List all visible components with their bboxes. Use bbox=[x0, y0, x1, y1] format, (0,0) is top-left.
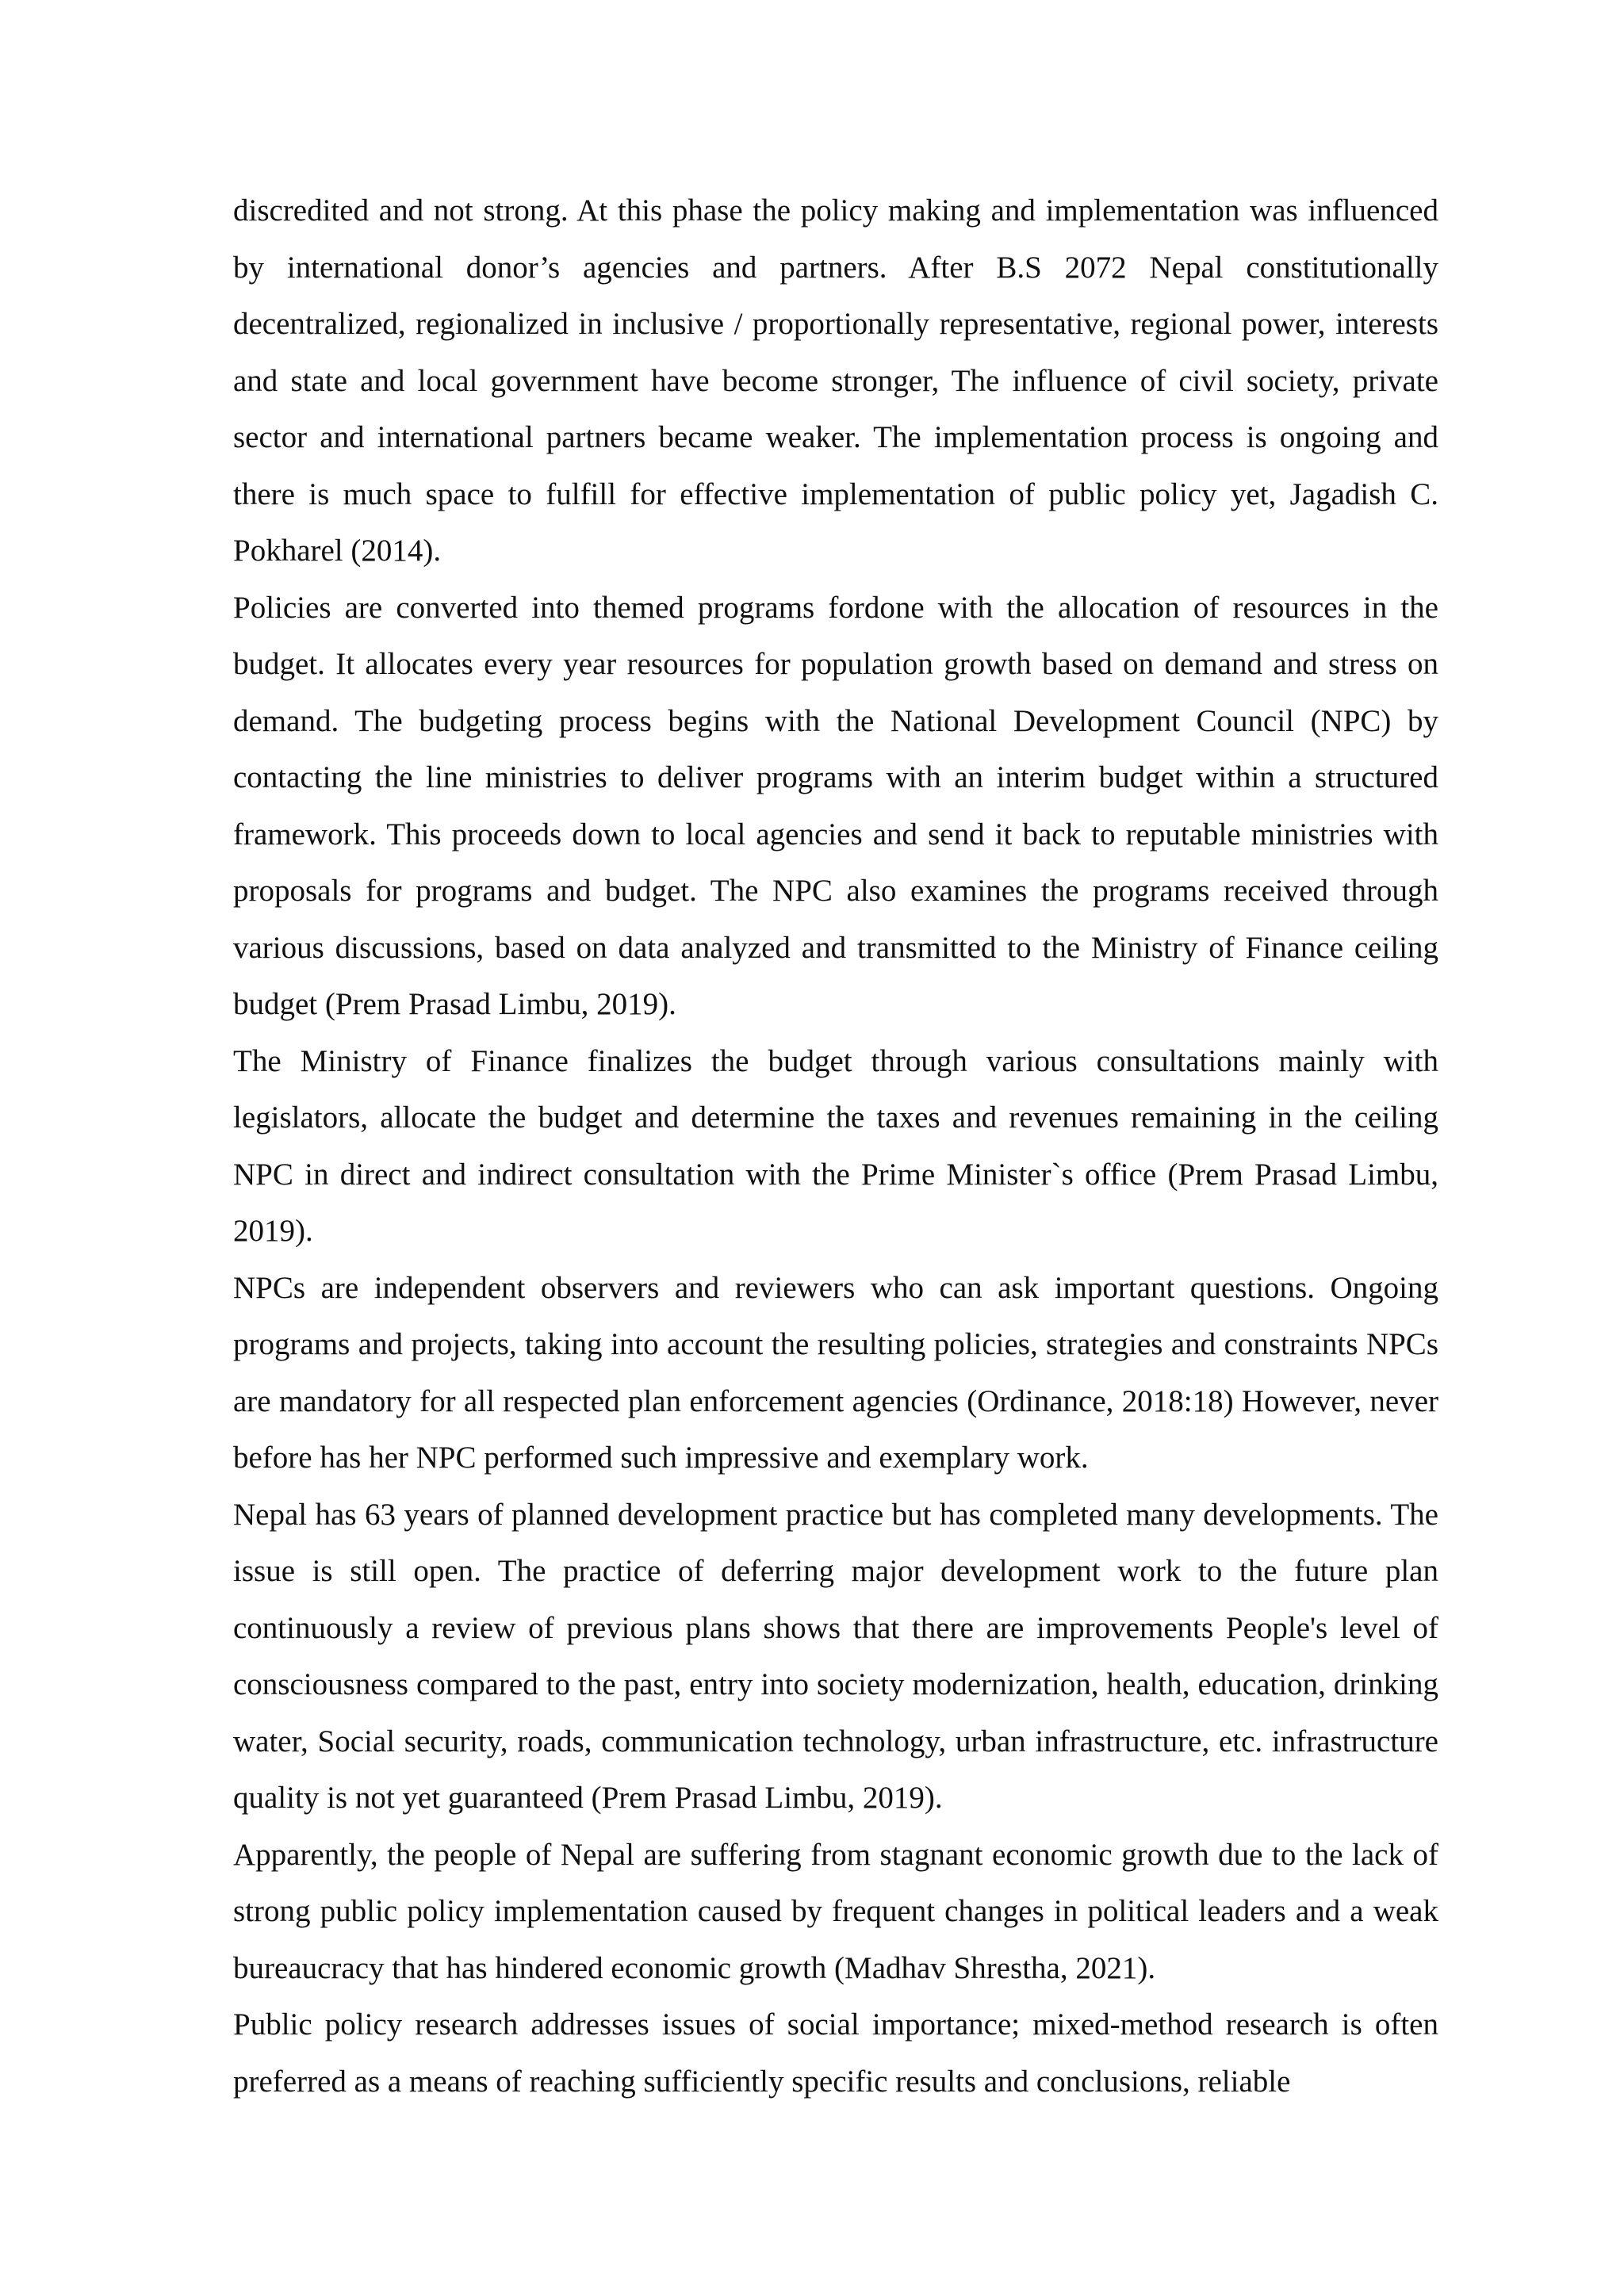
paragraph-planned-development: Nepal has 63 years of planned development practice but has completed many developments. The issue is still open. The practice of deferring major development work to the future plan continuously a review of previous plans shows that there are improvements People's level of consciousness compared to the past, entry into society modernization, health, education, drinking water, Social security, roads, communication technology, urban infrastructure, etc. infrastructure quality is not yet guaranteed (Prem Prasad Limbu, 2019). bbox=[233, 1497, 1438, 1815]
paragraph-policy-history: discredited and not strong. At this phase the policy making and implementation was influenced by international donor’s agencies and partners. After B.S 2072 Nepal constitutionally decentralized, regionalized in inclusive / proportionally representative, regional power, interests and state and local government have become stronger, The influence of civil society, private sector and international partners became weaker. The implementation process is ongoing and there is much space to fulfill for effective implementation of public policy yet, Jagadish C. Pokharel (2014). bbox=[233, 193, 1438, 568]
paragraph-economic-growth: Apparently, the people of Nepal are suffering from stagnant economic growth due to the lack of strong public policy implementation caused by frequent changes in political leaders and a weak bureaucracy that has hindered economic growth (Madhav Shrestha, 2021). bbox=[233, 1837, 1438, 1985]
paragraph-research-methods: Public policy research addresses issues of social importance; mixed-method research is often preferred as a means of reaching sufficiently specific results and conclusions, reliable bbox=[233, 2007, 1438, 2099]
paragraph-budget-programs: Policies are converted into themed programs fordone with the allocation of resources in the budget. It allocates every year resources for population growth based on demand and stress on demand. The budgeting process begins with the National Development Council (NPC) by contacting the line ministries to deliver programs with an interim budget within a structured framework. This proceeds down to local agencies and send it back to reputable ministries with proposals for programs and budget. The NPC also examines the programs received through various discussions, based on data analyzed and transmitted to the Ministry of Finance ceiling budget (Prem Prasad Limbu, 2019). bbox=[233, 590, 1438, 1021]
paragraph-npc-role: NPCs are independent observers and reviewers who can ask important questions. Ongoing programs and projects, taking into account the resulting policies, strategies and constraints NPCs are mandatory for all respected plan enforcement agencies (Ordinance, 2018:18) However, never before has her NPC performed such impressive and exemplary work. bbox=[233, 1270, 1438, 1475]
paragraph-ministry-of-finance: The Ministry of Finance finalizes the budget through various consultations mainly with legislators, allocate the budget and determine the taxes and revenues remaining in the ceiling NPC in direct and indirect consultation with the Prime Minister`s office (Prem Prasad Limbu, 2019). bbox=[233, 1043, 1438, 1248]
body-text bbox=[233, 182, 1438, 2110]
